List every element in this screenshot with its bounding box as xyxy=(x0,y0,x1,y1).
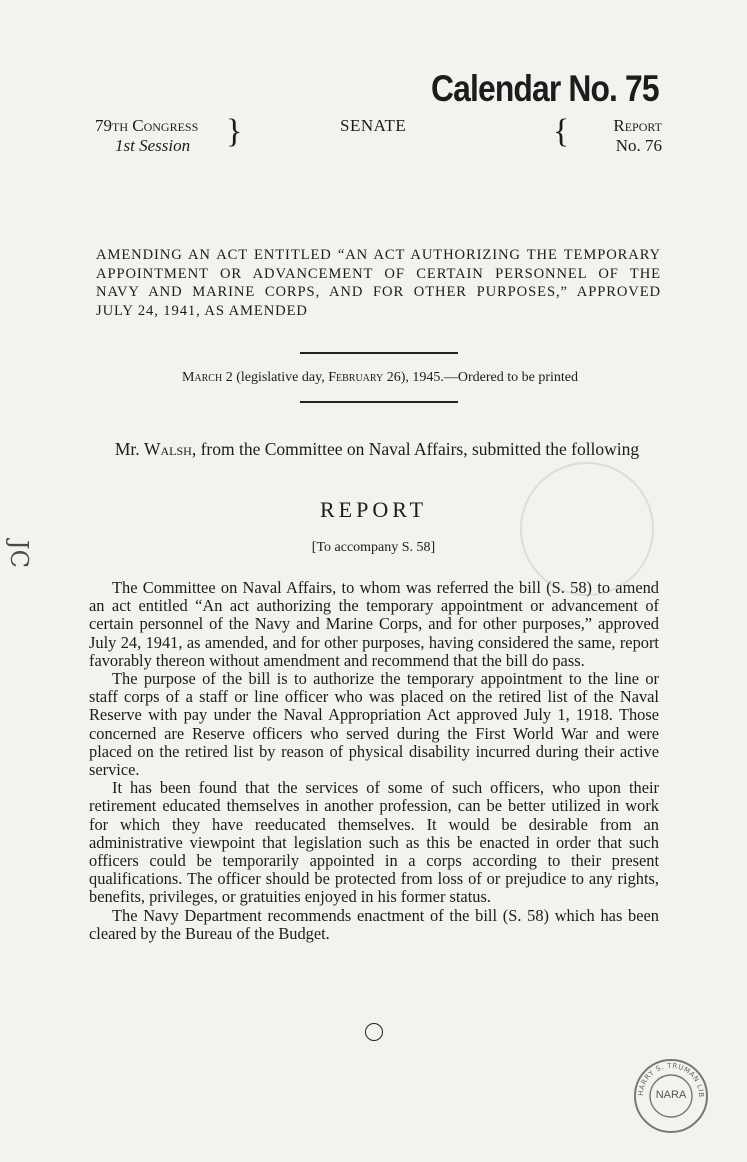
seal-text: HARRY S. TRUMAN LIB xyxy=(636,1061,706,1098)
paragraph: The Navy Department recommends enactment of the bill (S. 58) which has been cleared by the Bureau of the Budget. xyxy=(89,905,659,943)
senator-name: Walsh xyxy=(144,439,192,459)
calendar-number: Calendar No. 75 xyxy=(431,68,659,109)
dateline xyxy=(100,370,660,386)
bill-title: AMENDING AN ACT ENTITLED “AN ACT AUTHORIZING THE TEMPORARY APPOINTMENT OR ADVANCEMENT OF CERTAIN PERSONNEL OF THE NAVY AND MARINE CORPS, AND FOR OTHER PURPOSES,” APPROVED JULY 24, 1941, AS AMENDED xyxy=(96,247,661,319)
congress-block xyxy=(95,116,198,156)
report-body xyxy=(89,579,659,943)
truman-library-seal xyxy=(633,1058,709,1134)
report-heading: REPORT xyxy=(319,497,428,522)
congress: 79th Congress xyxy=(95,116,199,135)
left-brace: } xyxy=(226,113,243,150)
report-label: Report xyxy=(613,116,662,135)
faint-stamp xyxy=(520,462,654,596)
bottom-rule xyxy=(300,401,458,403)
seal-center-text: NARA xyxy=(655,1089,687,1101)
legislative-month: February xyxy=(328,370,384,385)
date-month: March xyxy=(181,370,223,385)
report-number-block xyxy=(600,116,662,156)
paragraph: The Committee on Naval Affairs, to whom was referred the bill (S. 58) to amend an act entitled “An act authorizing the temporary appointment or advancement of certain personnel of the Navy and Marine Corps, and for other purposes,” approved July 24, 1941, as amended, and for other purposes, having considered the same, report favorably thereon without amendment and recommend that the bill do pass. xyxy=(89,578,659,670)
top-rule xyxy=(300,352,458,354)
submitted-line xyxy=(93,439,661,460)
date-day: 2 (legislative day, xyxy=(222,370,329,385)
accompany-note: [To accompany S. 58] xyxy=(311,540,436,555)
marginal-mark: JC xyxy=(4,540,33,568)
right-brace: { xyxy=(553,113,570,150)
submitted-rest: , from the Committee on Naval Affairs, submitted the following xyxy=(191,439,640,459)
date-rest: 26), 1945.—Ordered to be printed xyxy=(383,370,579,385)
paragraph: It has been found that the services of some of such officers, who upon their retirement educated themselves in another profession, can be better utilized in work for which they have reeducated themselves. It would be desirable from an administrative viewpoint that legislation such as this be enacted in order that such officers could be temporarily appointed in a corps according to their present qualifications. The officer should be protected from loss of or prejudice to any rights, benefits, privileges, or gratuities enjoyed in his former status. xyxy=(89,778,659,907)
paragraph: The purpose of the bill is to authorize the temporary appointment to the line or staff corps of a staff or line officer who was placed on the retired list of the Naval Reserve with pay under the Naval Appropriation Act approved July 1, 1918. Those concerned are Reserve officers who served during the First World War and were placed on the retired list by reason of physical disability incurred during their active service. xyxy=(89,669,659,780)
report-number: No. 76 xyxy=(615,136,662,155)
session: 1st Session xyxy=(115,136,191,155)
end-mark-circle xyxy=(365,1023,383,1041)
chamber: SENATE xyxy=(340,116,407,135)
submitted-prefix: Mr. xyxy=(114,439,144,459)
